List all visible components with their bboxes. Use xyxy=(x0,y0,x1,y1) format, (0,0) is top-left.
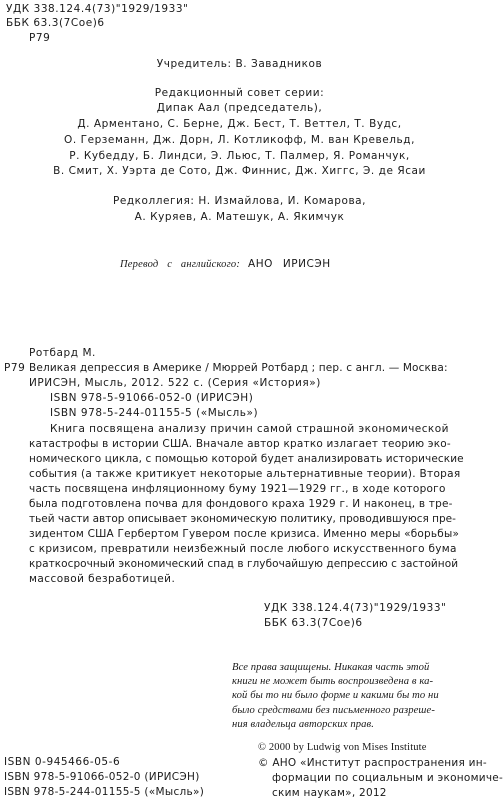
footer-isbn: ISBN 978-5-91066-052-0 (ИРИСЭН) xyxy=(4,771,200,783)
annotation-line: с кризисом, превратили неизбежный после любого искусственного бума xyxy=(29,543,457,555)
catalog-description: ИРИСЭН, Мысль, 2012. 522 с. (Серия «История») xyxy=(29,377,321,389)
translation-line xyxy=(120,257,331,272)
annotation-line: часть посвящена инфляционному буму 1921—1929 гг., в ходе которого xyxy=(29,483,446,495)
bbk-code-bottom: ББК 63.3(7Сое)6 xyxy=(264,617,363,629)
author-mark-top: Р79 xyxy=(29,32,51,44)
series-board-line: Д. Арментано, С. Берне, Дж. Бест, Т. Веттел, Т. Вудс, xyxy=(77,118,402,130)
copyright-ano: ским наукам», 2012 xyxy=(272,787,387,799)
annotation-line: номического цикла, с помощью которой будет анализировать исторические xyxy=(29,453,464,465)
founder-line: Учредитель: В. Завадников xyxy=(156,58,323,70)
annotation-line: зидентом США Гербертом Гувером после кризиса. Именно меры «борьбы» xyxy=(29,528,460,540)
catalog-mark: Р79 xyxy=(4,362,26,374)
catalog-isbn: ISBN 978-5-244-01155-5 («Мысль») xyxy=(50,407,259,419)
annotation-line: катастрофы в истории США. Вначале автор кратко излагает теорию эко- xyxy=(29,438,451,450)
udk-code-bottom: УДК 338.124.4(73)"1929/1933" xyxy=(264,602,447,614)
series-board-line: О. Герземанн, Дж. Дорн, Л. Котликофф, М. ван Кревельд, xyxy=(64,134,415,146)
udk-code-top: УДК 338.124.4(73)"1929/1933" xyxy=(6,3,189,15)
series-board-heading: Редакционный совет серии: xyxy=(154,87,325,99)
rights-line: кой бы то ни было форме и какими бы то ни xyxy=(232,690,439,702)
copyright-ano: формации по социальным и экономиче- xyxy=(272,772,503,784)
editorial-board-line: А. Куряев, А. Матешук, А. Якимчук xyxy=(134,211,345,223)
series-board-line: Дипак Аал (председатель), xyxy=(156,102,323,114)
copyright-ano: © АНО «Институт распространения ин- xyxy=(258,757,487,769)
annotation-line: массовой безработицей. xyxy=(29,573,176,585)
rights-line: было средствами без письменного разреше- xyxy=(232,704,435,716)
catalog-isbn: ISBN 978-5-91066-052-0 (ИРИСЭН) xyxy=(50,392,254,404)
catalog-author: Ротбард М. xyxy=(29,347,96,359)
editorial-board-line: Редколлегия: Н. Измайлова, И. Комарова, xyxy=(112,195,367,207)
bbk-code-top: ББК 63.3(7Сое)6 xyxy=(6,17,105,29)
rights-line: книги не может быть воспроизведена в ка- xyxy=(232,676,434,688)
footer-isbn: ISBN 978-5-244-01155-5 («Мысль») xyxy=(4,786,205,798)
annotation-line: краткосрочный экономический спад в глубочайшую депрессию с застойной xyxy=(29,558,459,570)
annotation-line: события (а также критикует некоторые альтернативные теории). Вторая xyxy=(29,468,461,480)
series-board-line: В. Смит, Х. Уэрта де Сото, Дж. Финнис, Дж. Хиггс, Э. де Ясаи xyxy=(53,165,426,177)
translation-label: Перевод с английского: xyxy=(120,259,241,270)
rights-line: ния владельца авторских прав. xyxy=(232,718,374,730)
copyright-mises: © 2000 by Ludwig von Mises Institute xyxy=(258,742,427,753)
annotation-line: тьей части автор описывает экономическую политику, проводившуюся пре- xyxy=(29,513,456,525)
series-board-line: Р. Кубедду, Б. Линдси, Э. Льюс, Т. Палмер, Я. Романчук, xyxy=(69,150,410,162)
annotation-line: Книга посвящена анализу причин самой страшной экономической xyxy=(50,423,449,435)
rights-line: Все права защищены. Никакая часть этой xyxy=(232,662,430,673)
translation-value: АНО ИРИСЭН xyxy=(247,258,331,270)
footer-isbn: ISBN 0-945466-05-6 xyxy=(4,756,121,768)
rights-notice xyxy=(232,661,478,732)
annotation-line: была подготовлена почва для фондового краха 1929 г. И наконец, в тре- xyxy=(29,498,453,510)
catalog-description: Великая депрессия в Америке / Мюррей Ротбард ; пер. с англ. — Москва: xyxy=(29,362,448,374)
